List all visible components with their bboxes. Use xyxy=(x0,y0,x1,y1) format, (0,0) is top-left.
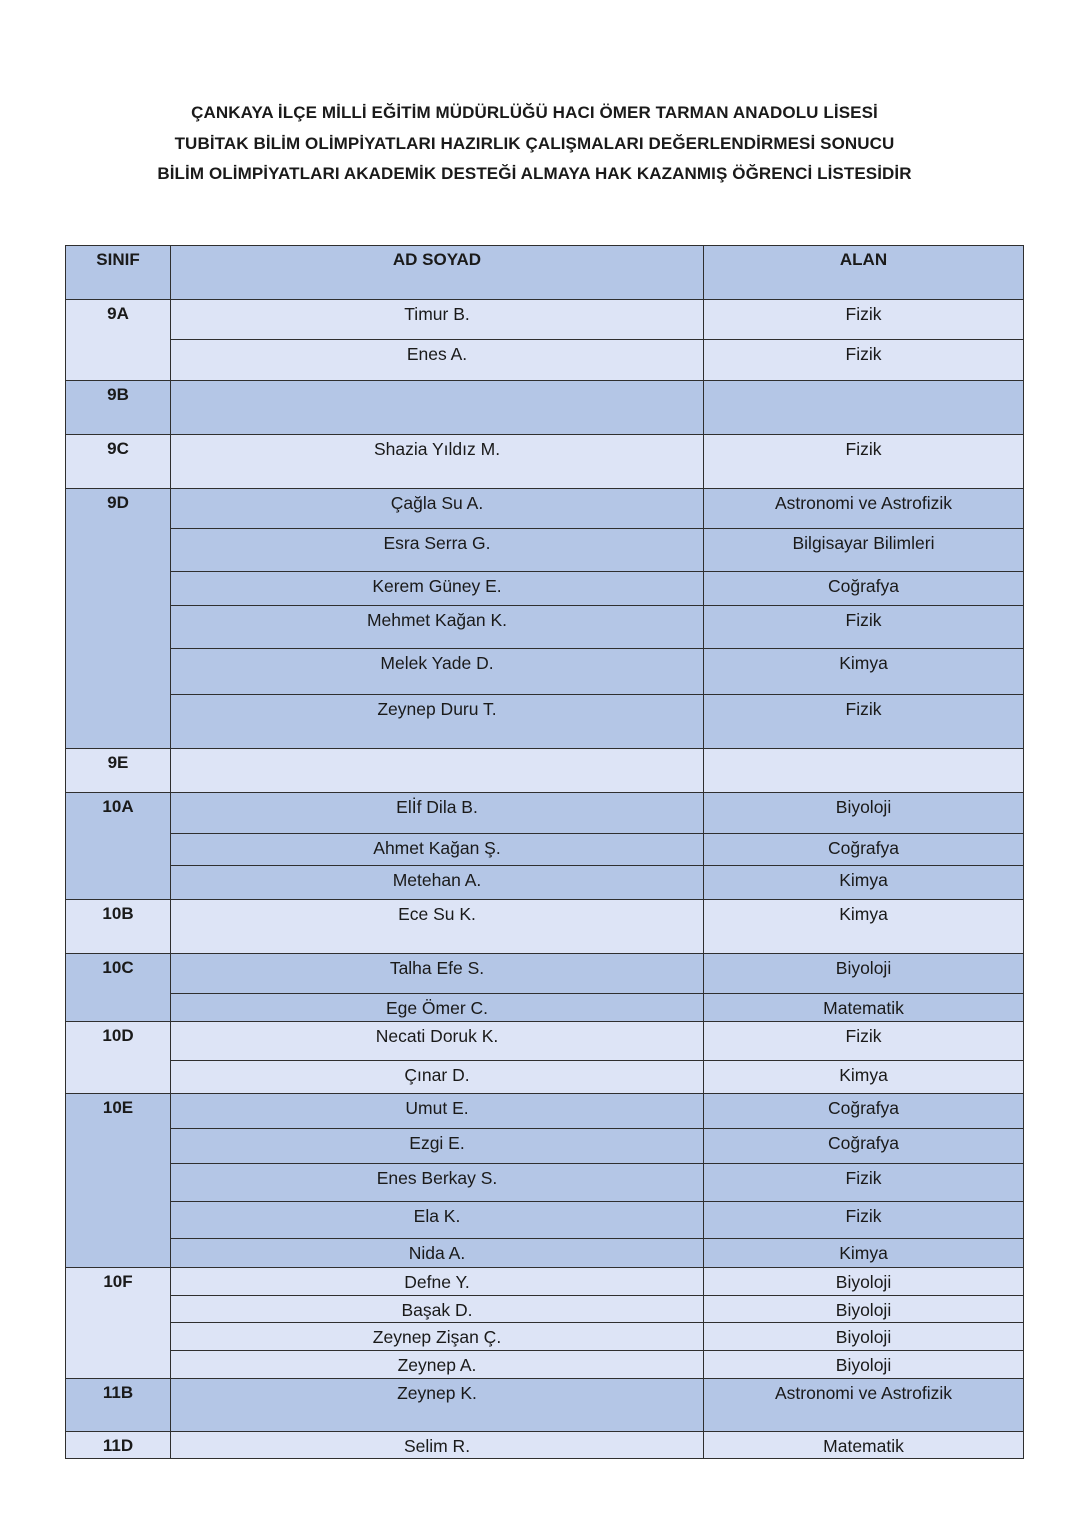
name-cell: Zeynep K. xyxy=(171,1379,704,1432)
class-cell: 11D xyxy=(66,1432,171,1459)
table-row xyxy=(66,1351,1024,1379)
name-cell: Nida A. xyxy=(171,1239,704,1268)
name-cell: Defne Y. xyxy=(171,1268,704,1296)
field-cell xyxy=(704,381,1024,435)
table-row xyxy=(66,435,1024,489)
table-row xyxy=(66,1202,1024,1239)
field-cell: Biyoloji xyxy=(704,954,1024,994)
field-cell: Matematik xyxy=(704,1432,1024,1459)
name-cell: Selim R. xyxy=(171,1432,704,1459)
table-row xyxy=(66,340,1024,381)
table-row xyxy=(66,1432,1024,1459)
table-row xyxy=(66,300,1024,340)
table-row xyxy=(66,606,1024,649)
field-cell: Fizik xyxy=(704,340,1024,381)
table-row xyxy=(66,1022,1024,1061)
class-cell: 9D xyxy=(66,489,171,749)
name-cell: Ela K. xyxy=(171,1202,704,1239)
field-cell: Kimya xyxy=(704,900,1024,954)
field-cell: Biyoloji xyxy=(704,1268,1024,1296)
field-cell: Coğrafya xyxy=(704,1094,1024,1129)
field-cell: Biyoloji xyxy=(704,1351,1024,1379)
field-cell: Biyoloji xyxy=(704,1296,1024,1323)
name-cell: Ece Su K. xyxy=(171,900,704,954)
field-cell: Fizik xyxy=(704,435,1024,489)
field-cell: Astronomi ve Astrofizik xyxy=(704,1379,1024,1432)
name-cell: Umut E. xyxy=(171,1094,704,1129)
class-cell: 10C xyxy=(66,954,171,1022)
field-cell: Kimya xyxy=(704,866,1024,900)
name-cell: Ahmet Kağan Ş. xyxy=(171,834,704,866)
field-cell: Fizik xyxy=(704,1164,1024,1202)
name-cell xyxy=(171,749,704,793)
table-row xyxy=(66,1094,1024,1129)
table-row xyxy=(66,1164,1024,1202)
class-cell: 11B xyxy=(66,1379,171,1432)
name-cell: Melek Yade D. xyxy=(171,649,704,695)
table-row xyxy=(66,866,1024,900)
table-row xyxy=(66,1129,1024,1164)
table-row xyxy=(66,529,1024,572)
field-cell: Coğrafya xyxy=(704,1129,1024,1164)
class-cell: 10B xyxy=(66,900,171,954)
name-cell: Enes Berkay S. xyxy=(171,1164,704,1202)
name-cell: Kerem Güney E. xyxy=(171,572,704,606)
table-row xyxy=(66,649,1024,695)
class-cell: 10E xyxy=(66,1094,171,1268)
name-cell: Ezgi E. xyxy=(171,1129,704,1164)
heading-line-1: ÇANKAYA İLÇE MİLLİ EĞİTİM MÜDÜRLÜĞÜ HACI ÖMER TARMAN ANADOLU LİSESİ xyxy=(191,103,878,122)
field-cell: Fizik xyxy=(704,606,1024,649)
column-header-ad-soyad: AD SOYAD xyxy=(171,246,704,300)
heading-line-3: BİLİM OLİMPİYATLARI AKADEMİK DESTEĞİ ALMAYA HAK KAZANMIŞ ÖĞRENCİ LİSTESİDİR xyxy=(157,164,912,183)
table-row xyxy=(66,1061,1024,1094)
name-cell: Enes A. xyxy=(171,340,704,381)
column-header-sinif: SINIF xyxy=(66,246,171,300)
name-cell: Zeynep A. xyxy=(171,1351,704,1379)
table-row xyxy=(66,1296,1024,1323)
field-cell: Bilgisayar Bilimleri xyxy=(704,529,1024,572)
name-cell: Talha Efe S. xyxy=(171,954,704,994)
name-cell: Shazia Yıldız M. xyxy=(171,435,704,489)
name-cell: Mehmet Kağan K. xyxy=(171,606,704,649)
table-row xyxy=(66,1268,1024,1296)
field-cell: Fizik xyxy=(704,695,1024,749)
class-cell: 9E xyxy=(66,749,171,793)
name-cell: Necati Doruk K. xyxy=(171,1022,704,1061)
name-cell: Çınar D. xyxy=(171,1061,704,1094)
name-cell: Metehan A. xyxy=(171,866,704,900)
name-cell: Timur B. xyxy=(171,300,704,340)
table-row xyxy=(66,695,1024,749)
table-row xyxy=(66,834,1024,866)
name-cell: Elİf Dila B. xyxy=(171,793,704,834)
class-cell: 10D xyxy=(66,1022,171,1094)
class-cell: 9C xyxy=(66,435,171,489)
table-row xyxy=(66,994,1024,1022)
field-cell: Kimya xyxy=(704,649,1024,695)
table-row xyxy=(66,572,1024,606)
field-cell: Coğrafya xyxy=(704,834,1024,866)
table-row xyxy=(66,489,1024,529)
field-cell: Biyoloji xyxy=(704,1323,1024,1351)
class-cell: 9A xyxy=(66,300,171,381)
field-cell: Kimya xyxy=(704,1061,1024,1094)
name-cell: Esra Serra G. xyxy=(171,529,704,572)
name-cell xyxy=(171,381,704,435)
class-cell: 9B xyxy=(66,381,171,435)
table-row xyxy=(66,1323,1024,1351)
name-cell: Çağla Su A. xyxy=(171,489,704,529)
name-cell: Zeynep Duru T. xyxy=(171,695,704,749)
heading-line-2: TUBİTAK BİLİM OLİMPİYATLARI HAZIRLIK ÇALIŞMALARI DEĞERLENDİRMESİ SONUCU xyxy=(174,133,895,153)
field-cell: Coğrafya xyxy=(704,572,1024,606)
class-cell: 10A xyxy=(66,793,171,900)
table-row xyxy=(66,749,1024,793)
field-cell: Fizik xyxy=(704,1202,1024,1239)
field-cell xyxy=(704,749,1024,793)
field-cell: Fizik xyxy=(704,1022,1024,1061)
table-row xyxy=(66,954,1024,994)
field-cell: Matematik xyxy=(704,994,1024,1022)
class-cell: 10F xyxy=(66,1268,171,1379)
table-row xyxy=(66,900,1024,954)
table-header-row xyxy=(66,246,1024,300)
table-row xyxy=(66,1239,1024,1268)
name-cell: Başak D. xyxy=(171,1296,704,1323)
field-cell: Kimya xyxy=(704,1239,1024,1268)
student-list-table xyxy=(65,245,1024,1459)
field-cell: Fizik xyxy=(704,300,1024,340)
table-row xyxy=(66,381,1024,435)
field-cell: Astronomi ve Astrofizik xyxy=(704,489,1024,529)
document-heading xyxy=(0,98,1069,190)
column-header-alan: ALAN xyxy=(704,246,1024,300)
table-row xyxy=(66,793,1024,834)
table-row xyxy=(66,1379,1024,1432)
name-cell: Zeynep Zişan Ç. xyxy=(171,1323,704,1351)
field-cell: Biyoloji xyxy=(704,793,1024,834)
name-cell: Ege Ömer C. xyxy=(171,994,704,1022)
